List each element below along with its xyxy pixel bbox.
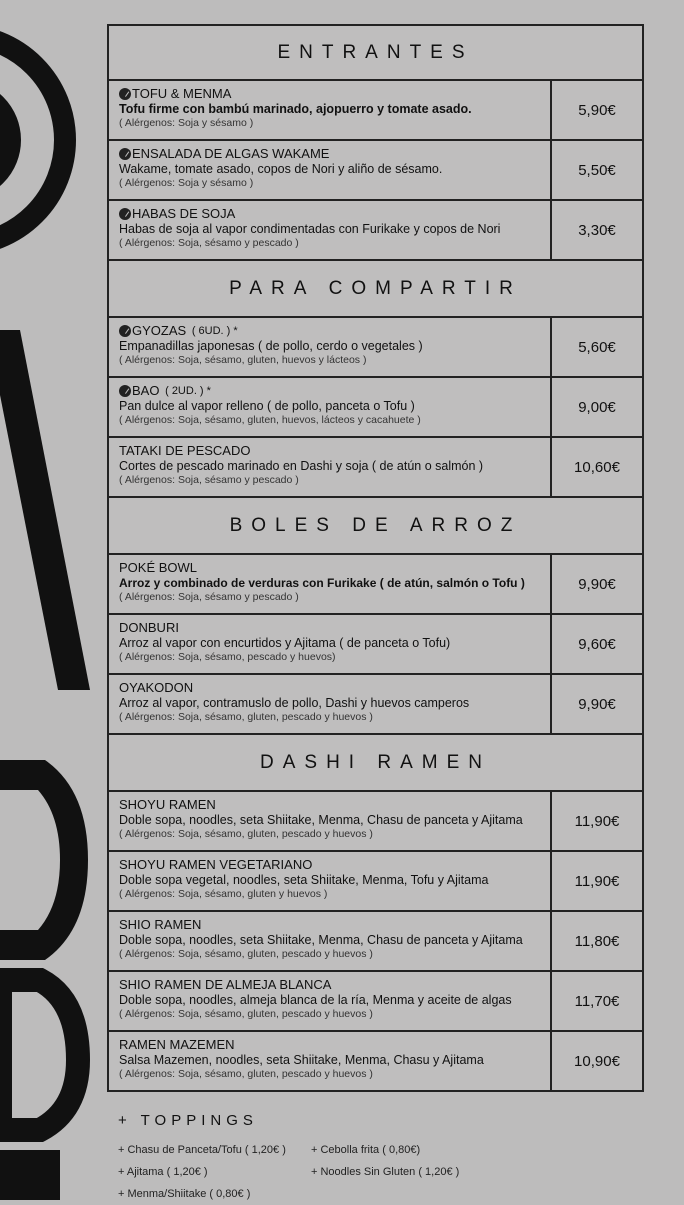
item-description: Doble sopa, noodles, seta Shiitake, Menma, Chasu de panceta y Ajitama (119, 813, 523, 827)
item-description: Tofu firme con bambú marinado, ajopuerro y tomate asado. (119, 102, 472, 116)
menu-item-row (107, 675, 644, 735)
item-description: Salsa Mazemen, noodles, seta Shiitake, Menma, Chasu y Ajitama (119, 1053, 484, 1067)
menu-item-row (107, 555, 644, 615)
item-description: Arroz al vapor, contramuslo de pollo, Dashi y huevos camperos (119, 696, 470, 710)
vegetarian-icon (119, 325, 131, 337)
menu-item-row (107, 141, 644, 201)
item-quantity: ( 6UD. ) * (191, 325, 238, 337)
vegetarian-icon (119, 385, 131, 397)
item-name: SHIO RAMEN DE ALMEJA BLANCA (119, 977, 332, 992)
item-price: 10,60€ (574, 458, 620, 476)
section-title-entrantes: ENTRANTES (107, 24, 644, 81)
topping-item: + Menma/Shiitake ( 0,80€ ) (118, 1188, 251, 1200)
item-allergens: ( Alérgenos: Soja, sésamo y pescado ) (119, 591, 299, 603)
item-price: 9,00€ (578, 398, 616, 416)
item-name: SHIO RAMEN (119, 917, 202, 932)
item-price: 9,60€ (578, 635, 616, 653)
item-name: SHOYU RAMEN VEGETARIANO (119, 857, 313, 872)
menu-item-row (107, 912, 644, 972)
topping-item: + Chasu de Panceta/Tofu ( 1,20€ ) (118, 1144, 286, 1156)
menu-item-row (107, 201, 644, 261)
menu-board (107, 24, 644, 1092)
item-allergens: ( Alérgenos: Soja, sésamo, gluten, pescado y huevos ) (119, 948, 373, 960)
item-name: ENSALADA DE ALGAS WAKAME (132, 146, 330, 161)
item-allergens: ( Alérgenos: Soja, sésamo, gluten, pescado y huevos ) (119, 828, 373, 840)
item-description: Doble sopa, noodles, almeja blanca de la ría, Menma y aceite de algas (119, 993, 512, 1007)
item-allergens: ( Alérgenos: Soja, sésamo, gluten y huevos ) (119, 888, 328, 900)
item-description: Empanadillas japonesas ( de pollo, cerdo o vegetales ) (119, 339, 423, 353)
menu-item-row (107, 792, 644, 852)
item-price: 5,90€ (578, 101, 616, 119)
section-title-para-compartir: PARA COMPARTIR (107, 261, 644, 318)
item-name: BAO (132, 383, 160, 398)
item-allergens: ( Alérgenos: Soja, sésamo, gluten, huevos, lácteos y cacahuete ) (119, 414, 421, 426)
item-name: TATAKI DE PESCADO (119, 443, 251, 458)
toppings-section (118, 1112, 538, 1205)
item-description: Doble sopa, noodles, seta Shiitake, Menma, Chasu de panceta y Ajitama (119, 933, 523, 947)
item-allergens: ( Alérgenos: Soja, sésamo, gluten, pescado y huevos ) (119, 1068, 373, 1080)
item-quantity: ( 2UD. ) * (165, 385, 211, 397)
section-title-boles-de-arroz: BOLES DE ARROZ (107, 498, 644, 555)
item-allergens: ( Alérgenos: Soja, sésamo, gluten, pescado y huevos ) (119, 711, 373, 723)
item-allergens: ( Alérgenos: Soja y sésamo ) (119, 177, 254, 189)
item-name: RAMEN MAZEMEN (119, 1037, 235, 1052)
vegetarian-icon (119, 148, 131, 160)
topping-item: + Ajitama ( 1,20€ ) (118, 1166, 208, 1178)
item-description: Doble sopa vegetal, noodles, seta Shiitake, Menma, Tofu y Ajitama (119, 873, 489, 887)
menu-item-row (107, 378, 644, 438)
menu-item-row (107, 318, 644, 378)
item-allergens: ( Alérgenos: Soja, sésamo, pescado y huevos) (119, 651, 336, 663)
item-allergens: ( Alérgenos: Soja, sésamo, gluten, huevos y lácteos ) (119, 354, 367, 366)
item-name: GYOZAS (132, 323, 187, 338)
item-allergens: ( Alérgenos: Soja, sésamo, gluten, pescado y huevos ) (119, 1008, 373, 1020)
menu-item-row (107, 852, 644, 912)
vegetarian-icon (119, 88, 131, 100)
item-description: Cortes de pescado marinado en Dashi y soja ( de atún o salmón ) (119, 459, 484, 473)
item-description: Arroz al vapor con encurtidos y Ajitama ( de panceta o Tofu) (119, 636, 451, 650)
item-description: Arroz y combinado de verduras con Furikake ( de atún, salmón o Tofu ) (119, 576, 525, 590)
item-allergens: ( Alérgenos: Soja y sésamo ) (119, 117, 254, 129)
topping-item: + Cebolla frita ( 0,80€) (311, 1144, 421, 1156)
item-name: TOFU & MENMA (132, 86, 232, 101)
item-price: 5,50€ (578, 161, 616, 179)
item-allergens: ( Alérgenos: Soja, sésamo y pescado ) (119, 237, 299, 249)
toppings-title: + TOPPINGS (118, 1112, 258, 1129)
item-price: 5,60€ (578, 338, 616, 356)
item-price: 11,80€ (574, 932, 620, 950)
menu-item-row (107, 972, 644, 1032)
item-name: POKÉ BOWL (119, 560, 198, 575)
item-name: OYAKODON (119, 680, 194, 695)
section-title-dashi-ramen: DASHI RAMEN (107, 735, 644, 792)
item-price: 9,90€ (578, 575, 616, 593)
item-price: 11,90€ (574, 872, 620, 890)
item-name: HABAS DE SOJA (132, 206, 236, 221)
topping-item: + Noodles Sin Gluten ( 1,20€ ) (311, 1166, 460, 1178)
item-price: 10,90€ (574, 1052, 620, 1070)
item-price: 9,90€ (578, 695, 616, 713)
item-allergens: ( Alérgenos: Soja, sésamo y pescado ) (119, 474, 299, 486)
item-name: DONBURI (119, 620, 179, 635)
item-price: 11,90€ (574, 812, 620, 830)
item-price: 11,70€ (574, 992, 620, 1010)
item-description: Habas de soja al vapor condimentadas con Furikake y copos de Nori (119, 222, 501, 236)
item-price: 3,30€ (578, 221, 616, 239)
menu-item-row (107, 438, 644, 498)
item-name: SHOYU RAMEN (119, 797, 216, 812)
menu-item-row (107, 81, 644, 141)
vegetarian-icon (119, 208, 131, 220)
item-description: Wakame, tomate asado, copos de Nori y aliño de sésamo. (119, 162, 443, 176)
item-description: Pan dulce al vapor relleno ( de pollo, panceta o Tofu ) (119, 399, 415, 413)
menu-item-row (107, 1032, 644, 1092)
menu-item-row (107, 615, 644, 675)
